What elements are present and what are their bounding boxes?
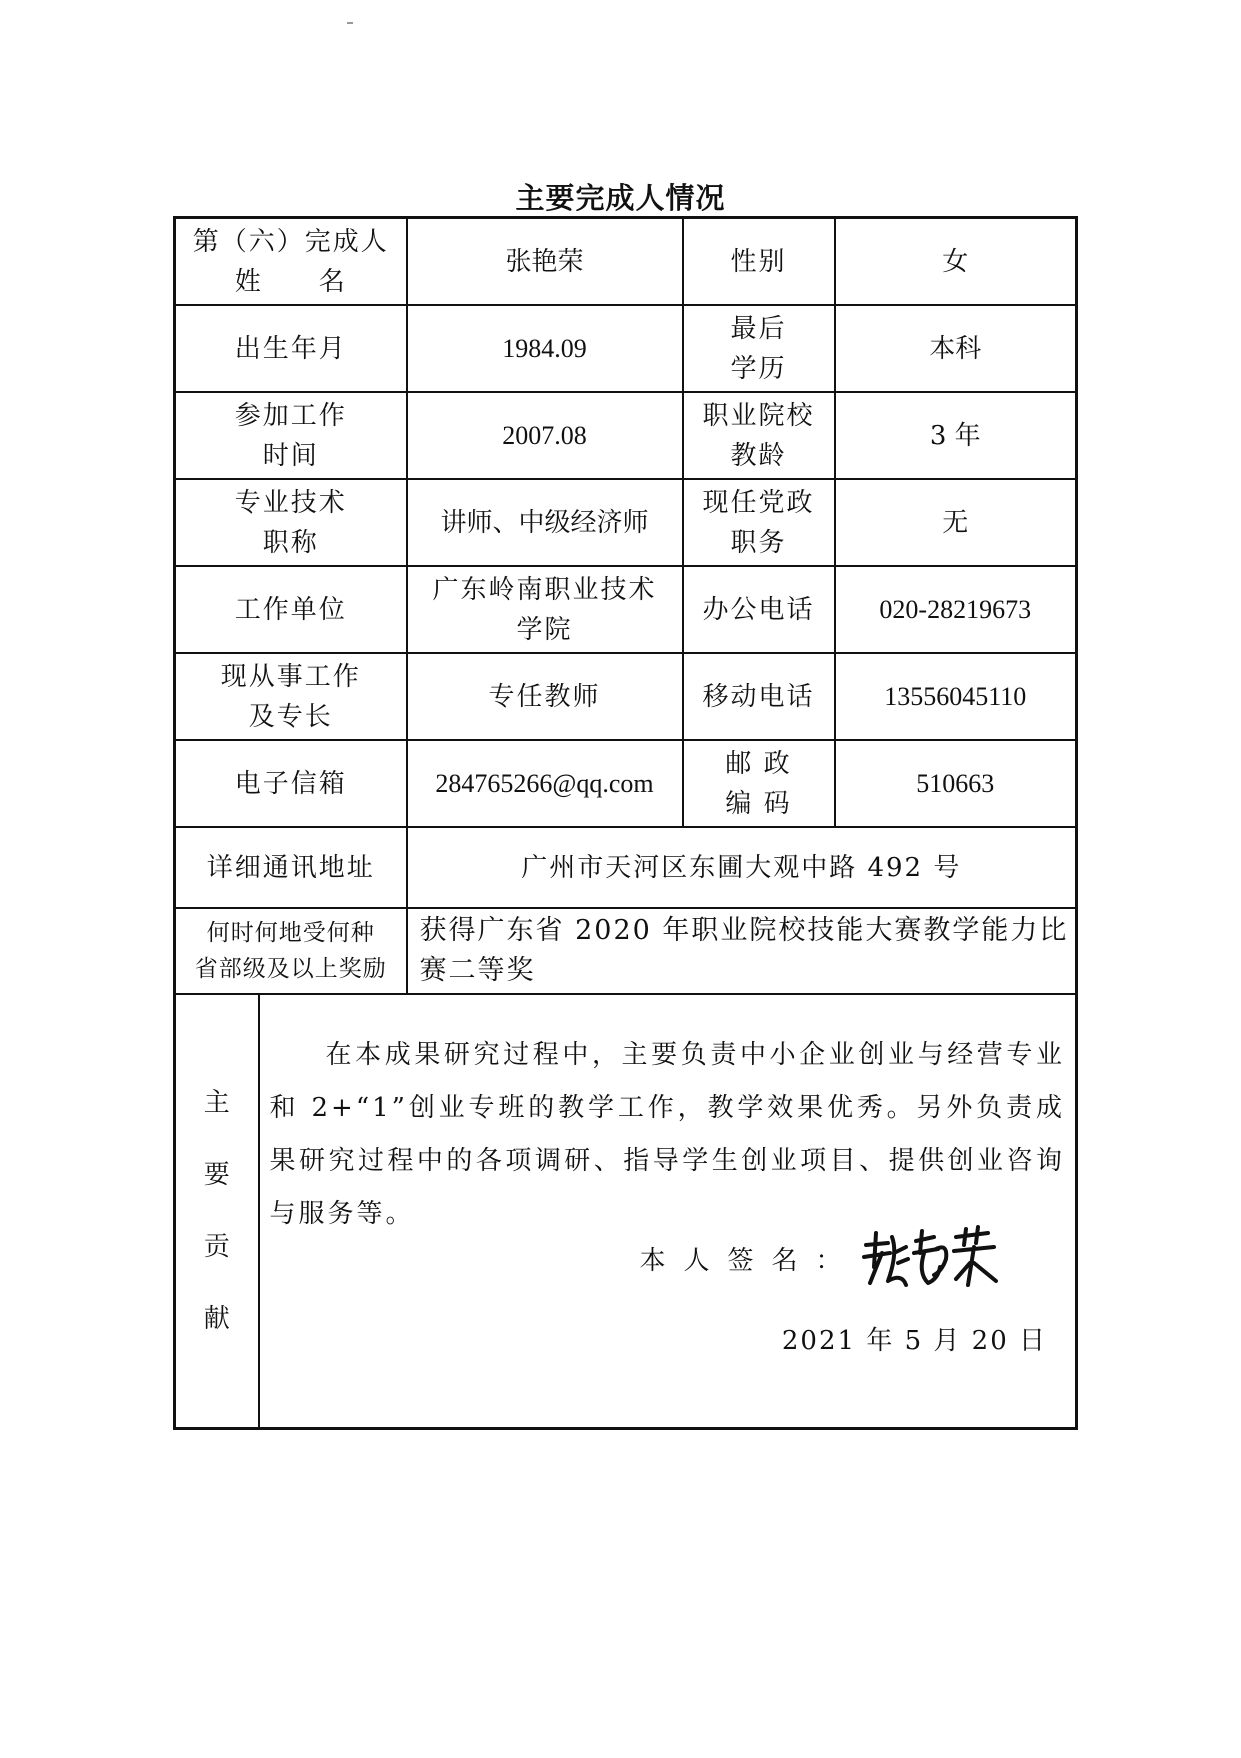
label-line: 时间 bbox=[262, 440, 319, 471]
value-party-position: 无 bbox=[835, 479, 1077, 566]
contribution-content bbox=[259, 994, 1077, 1429]
row-contribution bbox=[175, 994, 1077, 1429]
row-award bbox=[175, 908, 1077, 994]
label-line: 何时何地受何种 bbox=[206, 920, 375, 946]
value-birth: 1984.09 bbox=[407, 305, 683, 392]
sign-date: 2021 年 5 月 20 日 bbox=[781, 1326, 1048, 1356]
label-line: 职务 bbox=[730, 527, 787, 558]
value-teaching-years: 3 年 bbox=[835, 392, 1077, 479]
label-award bbox=[175, 908, 407, 994]
label-address: 详细通讯地址 bbox=[175, 827, 407, 908]
value-work-start: 2007.08 bbox=[407, 392, 683, 479]
row-title bbox=[175, 479, 1077, 566]
label-char: 贡 bbox=[203, 1232, 230, 1262]
value-email: 284765266@qq.com bbox=[407, 740, 683, 827]
page-title: 主要完成人情况 bbox=[515, 181, 726, 215]
label-line: 参加工作 bbox=[234, 400, 347, 431]
handwritten-signature bbox=[858, 1223, 1008, 1293]
row-name bbox=[175, 218, 1077, 306]
value-office-phone: 020-28219673 bbox=[835, 566, 1077, 653]
label-postcode bbox=[683, 740, 835, 827]
label-line: 第（六）完成人 bbox=[192, 226, 389, 257]
label-line: 最后 bbox=[730, 313, 787, 344]
value-professional-title: 讲师、中级经济师 bbox=[407, 479, 683, 566]
label-line: 教龄 bbox=[730, 440, 787, 471]
label-mobile-phone: 移动电话 bbox=[683, 653, 835, 740]
label-employer: 工作单位 bbox=[175, 566, 407, 653]
value-line: 广东岭南职业技术 bbox=[432, 574, 657, 605]
value-postcode: 510663 bbox=[835, 740, 1077, 827]
label-line: 邮 政 bbox=[725, 748, 792, 779]
label-email: 电子信箱 bbox=[175, 740, 407, 827]
label-contribution bbox=[175, 994, 259, 1429]
label-line: 省部级及以上奖励 bbox=[194, 956, 387, 982]
label-education bbox=[683, 305, 835, 392]
label-line: 专业技术 bbox=[234, 487, 347, 518]
value-employer bbox=[407, 566, 683, 653]
label-line: 现从事工作 bbox=[220, 661, 361, 692]
label-occupation bbox=[175, 653, 407, 740]
label-office-phone: 办公电话 bbox=[683, 566, 835, 653]
info-table bbox=[173, 216, 1078, 1430]
scan-mark bbox=[347, 22, 353, 24]
row-email bbox=[175, 740, 1077, 827]
value-education: 本科 bbox=[835, 305, 1077, 392]
row-occupation bbox=[175, 653, 1077, 740]
label-line: 编 码 bbox=[725, 788, 792, 819]
row-employer bbox=[175, 566, 1077, 653]
label-char: 主 bbox=[203, 1088, 230, 1118]
label-line: 及专长 bbox=[248, 701, 333, 732]
label-line: 姓 名 bbox=[234, 266, 347, 297]
value-address: 广州市天河区东圃大观中路 492 号 bbox=[407, 827, 1077, 908]
value-name: 张艳荣 bbox=[407, 218, 683, 306]
label-professional-title bbox=[175, 479, 407, 566]
label-char: 献 bbox=[203, 1304, 230, 1334]
label-line: 职称 bbox=[262, 527, 319, 558]
label-char: 要 bbox=[203, 1160, 230, 1190]
contribution-text: 在本成果研究过程中，主要负责中小企业创业与经营专业和 2+“1”创业专班的教学工作，教学效果优秀。另外负责成果研究过程中的各项调研、指导学生创业项目、提供创业咨询与服务等。 bbox=[269, 1040, 1066, 1229]
label-teaching-years bbox=[683, 392, 835, 479]
value-occupation: 专任教师 bbox=[407, 653, 683, 740]
label-completer-name bbox=[175, 218, 407, 306]
value-award: 获得广东省 2020 年职业院校技能大赛教学能力比赛二等奖 bbox=[407, 908, 1077, 994]
label-party-position bbox=[683, 479, 835, 566]
row-work-start bbox=[175, 392, 1077, 479]
label-birth: 出生年月 bbox=[175, 305, 407, 392]
value-line: 学院 bbox=[516, 614, 573, 645]
value-gender: 女 bbox=[835, 218, 1077, 306]
label-line: 学历 bbox=[730, 353, 787, 384]
label-work-start bbox=[175, 392, 407, 479]
signature-label: 本人签名： bbox=[639, 1246, 860, 1276]
value-mobile-phone: 13556045110 bbox=[835, 653, 1077, 740]
label-line: 职业院校 bbox=[702, 400, 815, 431]
row-birth bbox=[175, 305, 1077, 392]
label-gender: 性别 bbox=[683, 218, 835, 306]
label-line: 现任党政 bbox=[702, 487, 815, 518]
row-address bbox=[175, 827, 1077, 908]
